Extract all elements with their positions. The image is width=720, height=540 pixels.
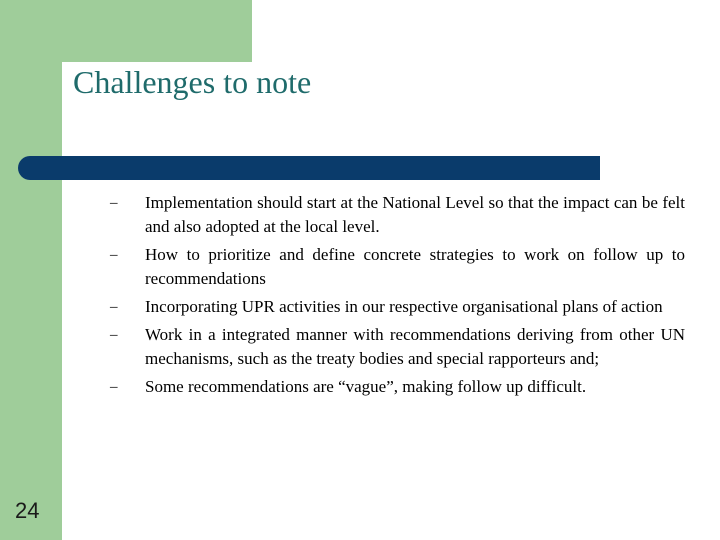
green-accent-left — [0, 0, 62, 540]
list-item — [110, 295, 685, 319]
page-number: 24 — [15, 498, 40, 523]
list-item-text: Incorporating UPR activities in our respective organisational plans of action — [145, 297, 663, 316]
list-item — [110, 191, 685, 239]
title-divider-bar — [18, 156, 600, 180]
bullet-dash: – — [110, 195, 118, 211]
list-item — [110, 375, 685, 399]
bullet-dash: – — [110, 247, 118, 263]
list-item-text: How to prioritize and define concrete strategies to work on follow up to recommendations — [145, 245, 685, 288]
list-item — [110, 323, 685, 371]
bullet-dash: – — [110, 379, 118, 395]
bullet-dash: – — [110, 299, 118, 315]
list-item-text: Implementation should start at the National Level so that the impact can be felt and also adopted at the local level. — [145, 193, 685, 236]
list-item — [110, 243, 685, 291]
bullet-dash: – — [110, 327, 118, 343]
list-item-text: Work in a integrated manner with recommendations deriving from other UN mechanisms, such as the treaty bodies and special rapporteurs and; — [145, 325, 685, 368]
slide-title: Challenges to note — [73, 64, 312, 100]
list-item-text: Some recommendations are “vague”, making follow up difficult. — [145, 377, 587, 396]
bullet-list — [110, 191, 685, 403]
